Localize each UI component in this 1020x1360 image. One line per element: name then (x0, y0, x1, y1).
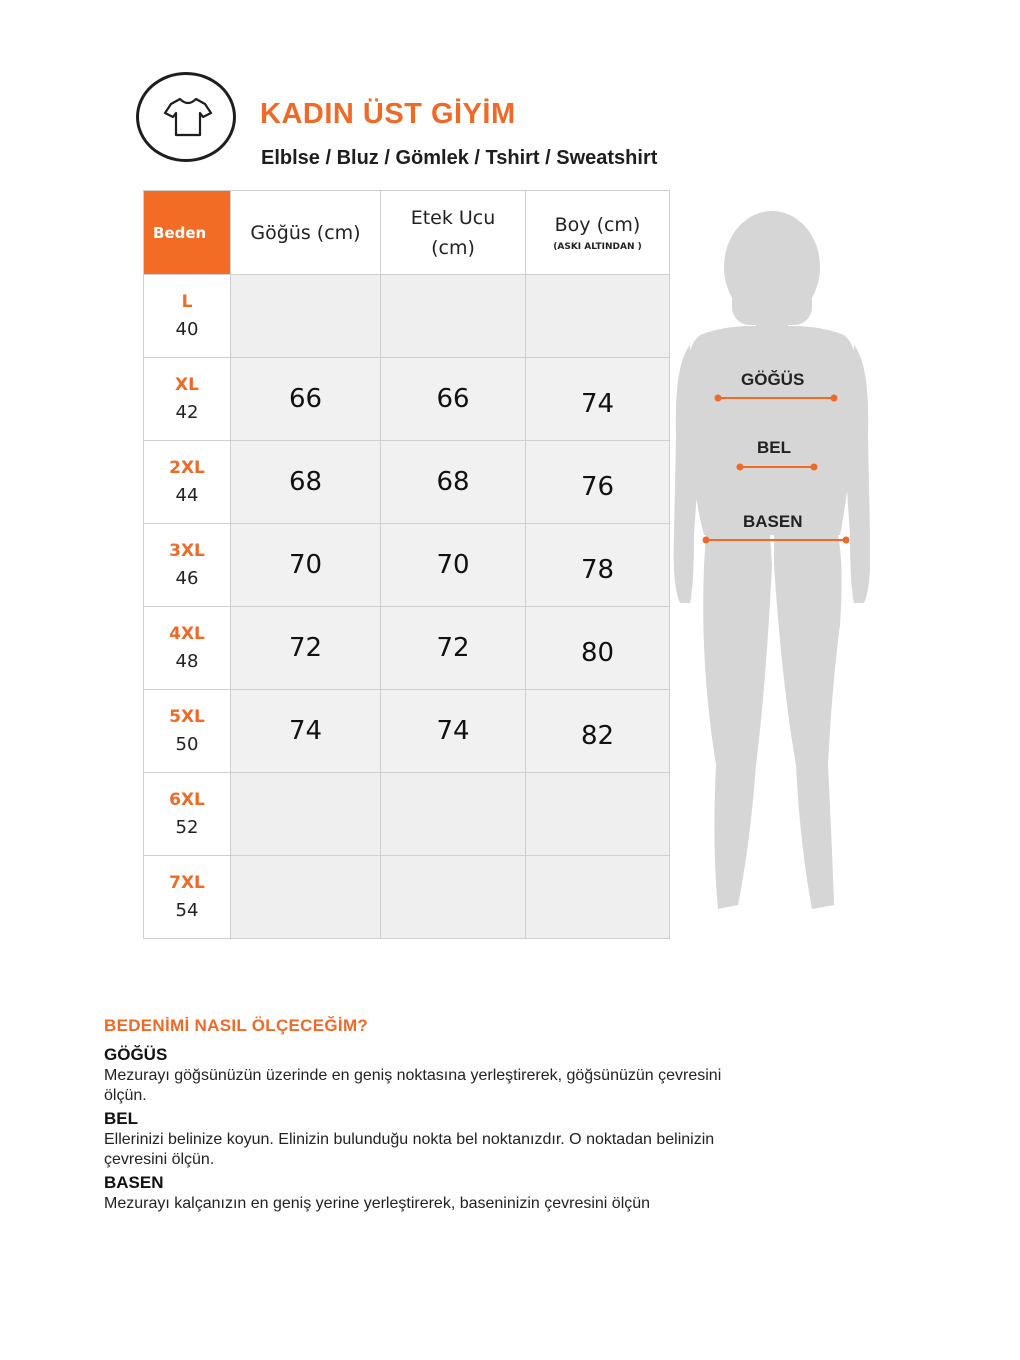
label-bel: BEL (757, 438, 791, 457)
size-chart-table (143, 190, 670, 939)
tshirt-icon (163, 95, 213, 139)
size-number: 42 (175, 402, 199, 423)
guide-heading: BEDENİMİ NASIL ÖLÇECEĞİM? (104, 1016, 369, 1035)
etek-value: 68 (381, 441, 526, 524)
size-number: 46 (175, 568, 199, 589)
boy-value: 76 (526, 441, 670, 524)
table-row (144, 690, 670, 773)
gogus-value (231, 275, 381, 358)
size-number: 48 (175, 651, 199, 672)
body-silhouette (660, 205, 870, 915)
header-boy-label: Boy (cm) (554, 213, 641, 236)
table-row (144, 275, 670, 358)
guide-basen-title: BASEN (104, 1173, 164, 1192)
size-cell (144, 690, 231, 773)
size-code: XL (175, 375, 199, 395)
etek-value (381, 275, 526, 358)
table-row (144, 441, 670, 524)
header-beden: Beden (144, 191, 231, 275)
label-basen: BASEN (743, 512, 803, 531)
etek-value: 74 (381, 690, 526, 773)
gogus-value (231, 773, 381, 856)
table-header-row (144, 191, 670, 275)
size-cell (144, 773, 231, 856)
guide-basen-text: Mezurayı kalçanızın en geniş yerine yerleştirerek, baseninizin çevresini ölçün (104, 1195, 651, 1212)
header-etek-label: Etek Ucu (cm) (410, 206, 496, 259)
size-code: 6XL (169, 790, 205, 810)
boy-value (526, 856, 670, 939)
size-number: 40 (175, 319, 199, 340)
boy-value: 82 (526, 690, 670, 773)
table-row (144, 856, 670, 939)
label-gogus: GÖĞÜS (741, 370, 805, 389)
size-cell (144, 275, 231, 358)
boy-value (526, 773, 670, 856)
table-row (144, 773, 670, 856)
size-code: 4XL (169, 624, 205, 644)
page-subtitle: Elblse / Bluz / Gömlek / Tshirt / Sweatshirt (261, 147, 658, 169)
etek-value: 66 (381, 358, 526, 441)
size-code: 7XL (169, 873, 205, 893)
gogus-value: 66 (231, 358, 381, 441)
size-code: 2XL (169, 458, 205, 478)
page-title: KADIN ÜST GİYİM (260, 98, 516, 130)
guide-bel-title: BEL (104, 1109, 138, 1128)
guide-bel-text: Ellerinizi belinize koyun. Elinizin bulunduğu nokta bel noktanızdır. O noktadan belinizin çevresini ölçün. (104, 1131, 715, 1168)
size-number: 50 (175, 734, 199, 755)
boy-value: 80 (526, 607, 670, 690)
logo-badge (136, 72, 236, 162)
header-boy (526, 191, 670, 275)
size-number: 44 (175, 485, 199, 506)
size-number: 54 (175, 900, 199, 921)
boy-value (526, 275, 670, 358)
size-cell (144, 856, 231, 939)
boy-value: 78 (526, 524, 670, 607)
size-cell (144, 607, 231, 690)
table-row (144, 524, 670, 607)
etek-value: 70 (381, 524, 526, 607)
etek-value: 72 (381, 607, 526, 690)
etek-value (381, 773, 526, 856)
header-boy-note: (ASKI ALTINDAN ) (553, 241, 642, 252)
gogus-value: 68 (231, 441, 381, 524)
measuring-guide (104, 1016, 744, 1216)
header-etek (381, 191, 526, 275)
size-cell (144, 358, 231, 441)
header-gogus: Göğüs (cm) (231, 191, 381, 275)
gogus-value: 72 (231, 607, 381, 690)
etek-value (381, 856, 526, 939)
gogus-value: 70 (231, 524, 381, 607)
guide-gogus-title: GÖĞÜS (104, 1045, 168, 1064)
gogus-value (231, 856, 381, 939)
size-code: 3XL (169, 541, 205, 561)
size-cell (144, 524, 231, 607)
guide-gogus-text: Mezurayı göğsünüzün üzerinde en geniş noktasına yerleştirerek, göğsünüzün çevresini ölçün. (104, 1067, 722, 1104)
size-cell (144, 441, 231, 524)
table-row (144, 358, 670, 441)
size-code: 5XL (169, 707, 205, 727)
boy-value: 74 (526, 358, 670, 441)
size-code: L (181, 292, 193, 312)
size-number: 52 (175, 817, 199, 838)
gogus-value: 74 (231, 690, 381, 773)
table-row (144, 607, 670, 690)
